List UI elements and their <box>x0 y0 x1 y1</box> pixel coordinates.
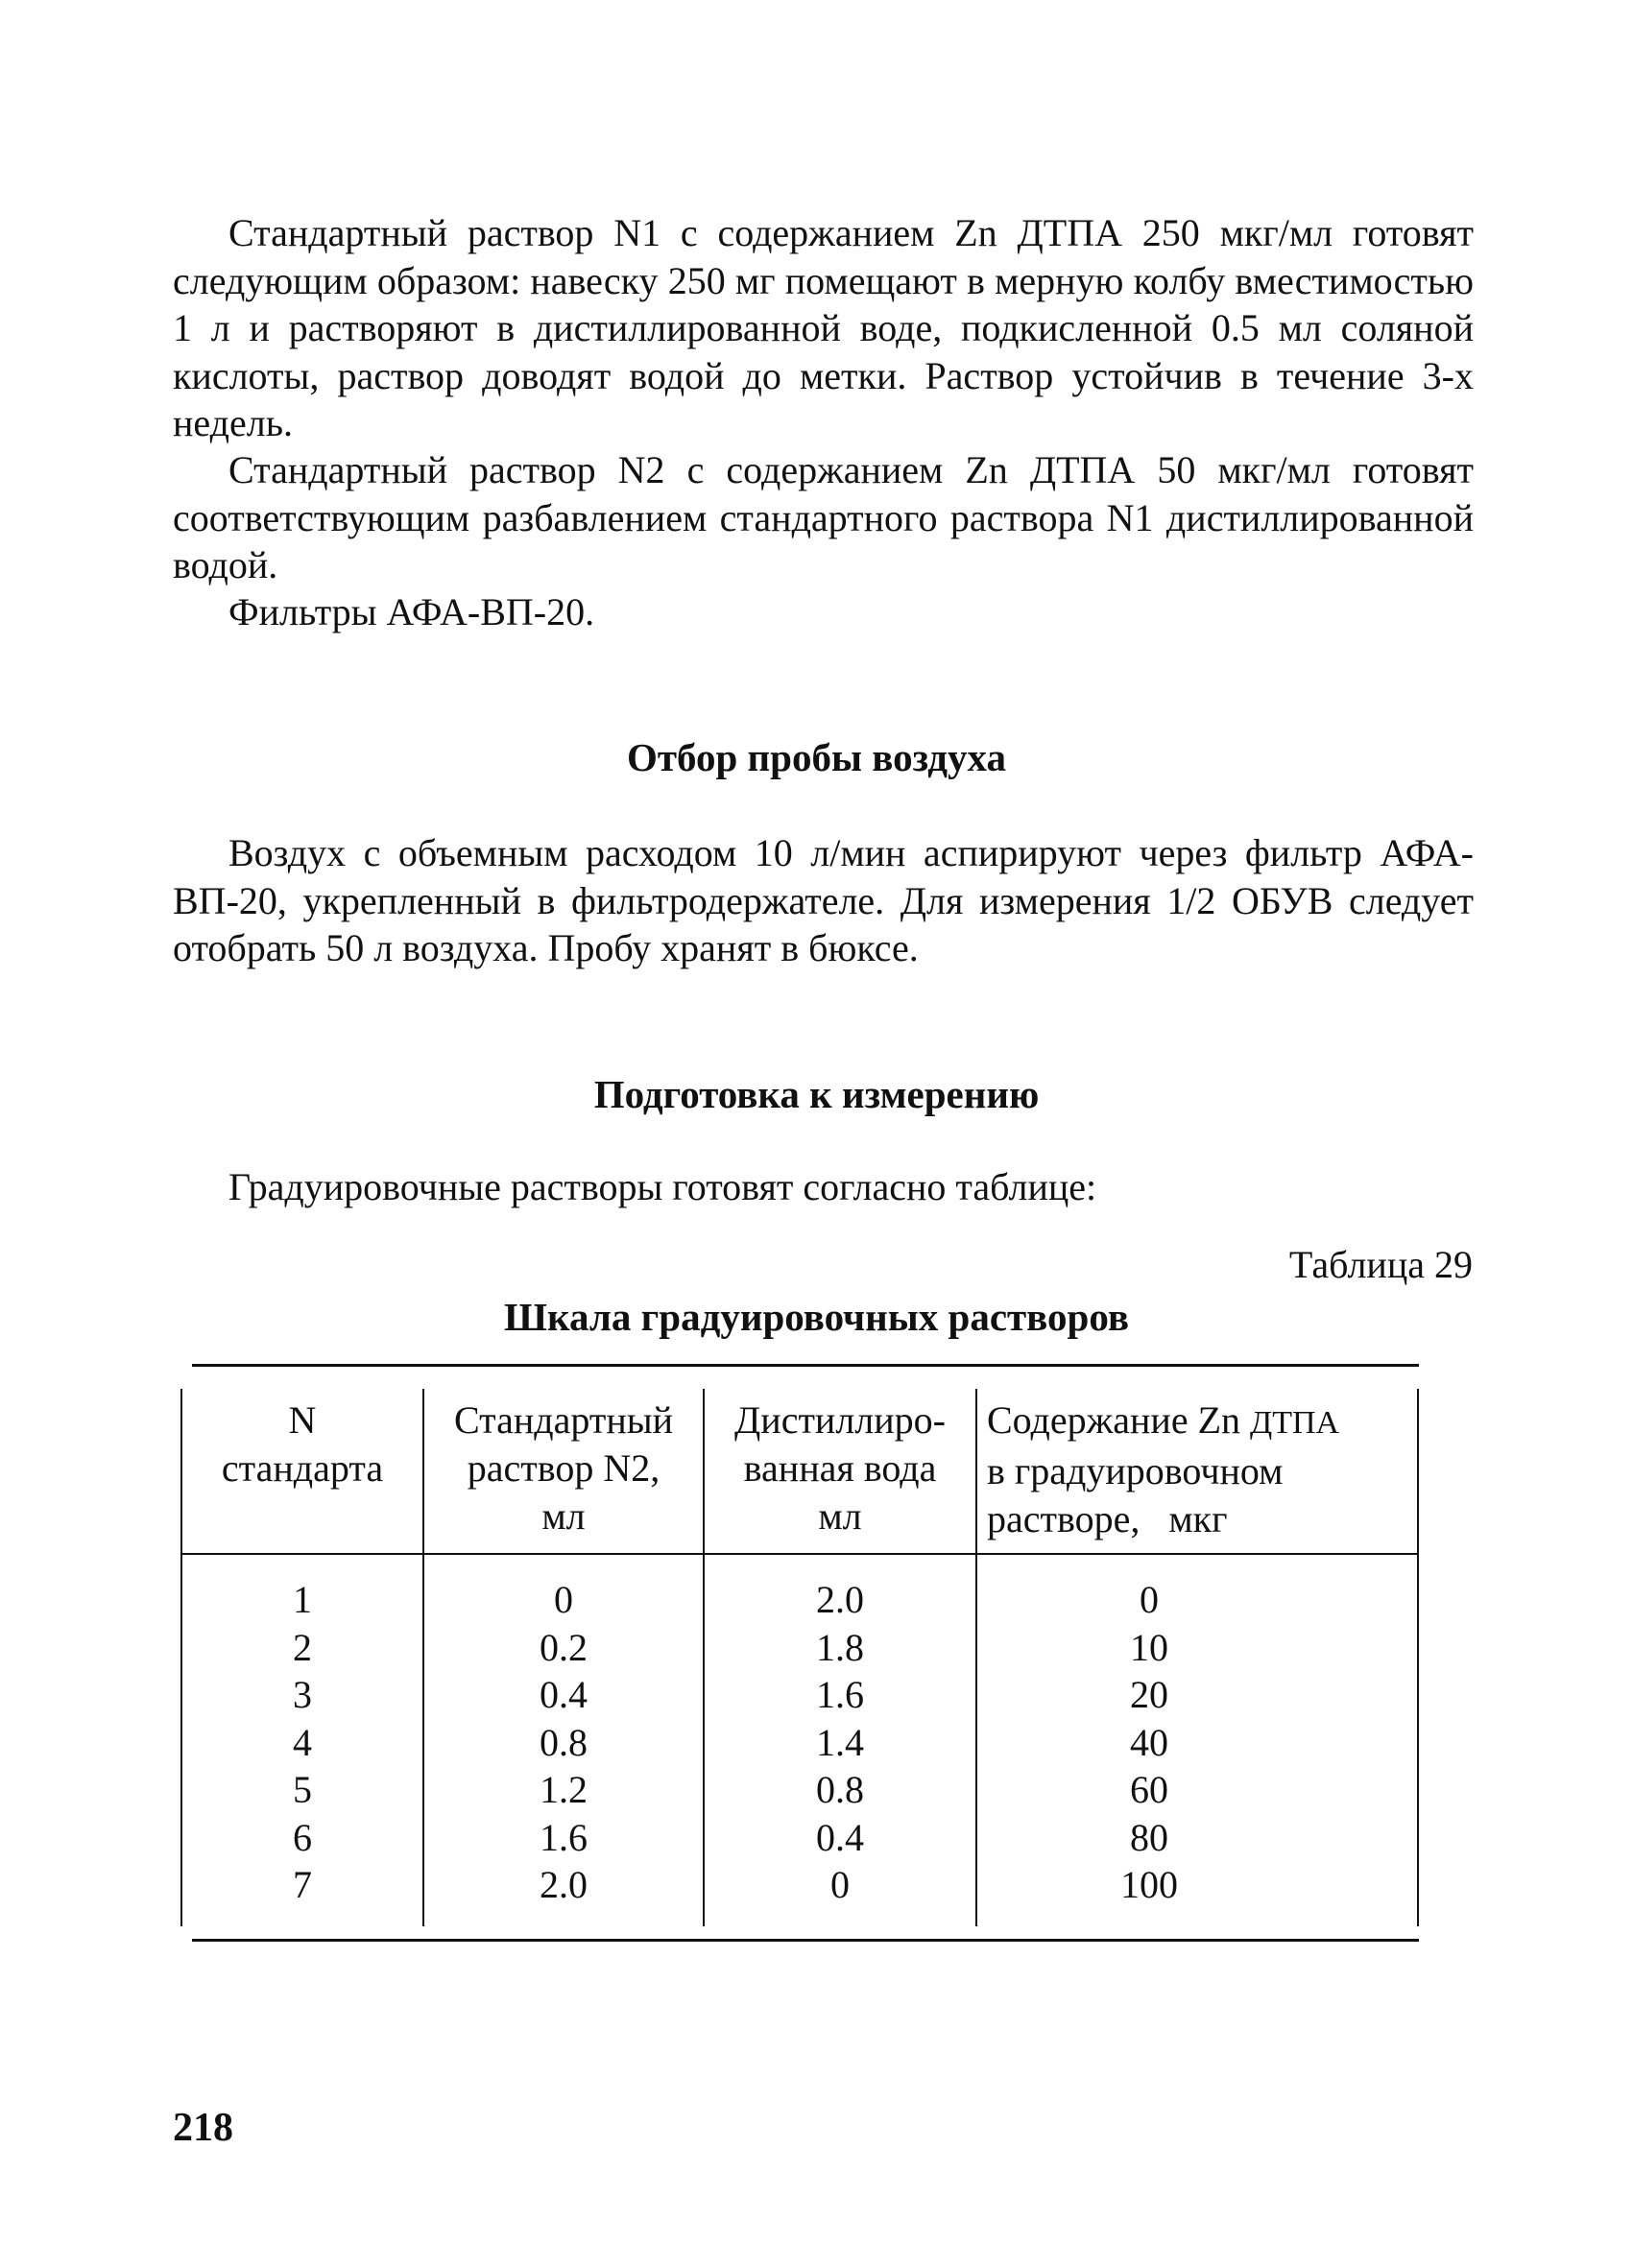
cell: 0.8 <box>423 1719 704 1767</box>
cell: 60 <box>976 1766 1418 1814</box>
cell: 1.2 <box>423 1766 704 1814</box>
cell: 1 <box>181 1554 423 1624</box>
header-line: Дистиллиро- <box>734 1398 946 1442</box>
table-row <box>181 1814 1418 1862</box>
cell: 3 <box>181 1671 423 1719</box>
paragraph-standard-solution-2 <box>173 446 1474 589</box>
cell: 0 <box>423 1554 704 1624</box>
cell: 100 <box>976 1861 1418 1926</box>
table-row <box>181 1624 1418 1672</box>
cell: 1.4 <box>704 1719 976 1767</box>
paragraph-text: Воздух с объемным расходом 10 л/мин аспирируют через фильтр АФА-ВП-20, укрепленный в фильтродержателе. Для измерения 1/2 ОБУВ следует отобрать 50 л воздуха. Пробу хранят в бюксе. <box>173 831 1474 969</box>
heading-measurement-prep: Подготовка к измерению <box>593 1072 1040 1116</box>
page-number: 218 <box>173 2106 233 2150</box>
paragraph-measurement-prep <box>173 1163 1474 1211</box>
paragraph-filters <box>173 588 1474 636</box>
table-title: Шкала градуировочных растворов <box>504 1295 1129 1339</box>
table-top-rule <box>192 1364 1419 1367</box>
cell: 0 <box>704 1861 976 1926</box>
header-line: мл <box>541 1494 586 1538</box>
header-distilled-water <box>704 1389 976 1554</box>
cell: 5 <box>181 1766 423 1814</box>
paragraph-text: Стандартный раствор N2 с содержанием Zn ДТПА 50 мкг/мл готовят соответствующим разбавлением стандартного раствора N1 дистиллированной водой. <box>173 448 1474 586</box>
table-bottom-rule <box>192 1939 1419 1942</box>
cell: 2 <box>181 1624 423 1672</box>
cell: 0.2 <box>423 1624 704 1672</box>
paragraph-text: Градуировочные растворы готовят согласно таблице: <box>228 1165 1097 1208</box>
paragraph-text: Стандартный раствор N1 с содержанием Zn ДТПА 250 мкг/мл готовят следующим образом: навеску 250 мг помещают в мерную колбу вместимостью 1 л и растворяют в дистиллированной воде, подкисленной 0.5 мл соляной кислоты, раствор доводят водой до метки. Раствор устойчив в течение 3-х недель. <box>173 211 1474 444</box>
heading-air-sampling: Отбор пробы воздуха <box>626 735 1007 779</box>
calibration-table <box>180 1389 1419 1926</box>
header-standard-solution <box>423 1389 704 1554</box>
header-standard-number <box>181 1389 423 1554</box>
cell: 20 <box>976 1671 1418 1719</box>
cell: 0.8 <box>704 1766 976 1814</box>
cell: 1.6 <box>704 1671 976 1719</box>
paragraph-text: Фильтры АФА-ВП-20. <box>228 590 595 633</box>
header-line: Стандартный <box>453 1398 674 1442</box>
table-header-row <box>181 1389 1418 1554</box>
table-row <box>181 1554 1418 1624</box>
header-line: раствор N2, <box>467 1446 660 1490</box>
cell: 0.4 <box>704 1814 976 1862</box>
cell: 80 <box>976 1814 1418 1862</box>
cell: 0 <box>976 1554 1418 1624</box>
cell: 1.8 <box>704 1624 976 1672</box>
paragraph-air-sampling <box>173 829 1474 972</box>
header-line: в градуировочном <box>987 1449 1284 1492</box>
cell: 7 <box>181 1861 423 1926</box>
table-number: Таблица 29 <box>1288 1243 1473 1286</box>
paragraph-standard-solution-1 <box>173 209 1474 447</box>
table-row <box>181 1671 1418 1719</box>
table-row <box>181 1766 1418 1814</box>
header-text: Содержание Zn <box>987 1398 1241 1442</box>
cell: 0.4 <box>423 1671 704 1719</box>
table-row <box>181 1719 1418 1767</box>
table-row <box>181 1861 1418 1926</box>
cell: 4 <box>181 1719 423 1767</box>
cell: 6 <box>181 1814 423 1862</box>
cell: 1.6 <box>423 1814 704 1862</box>
header-line <box>987 1397 1407 1447</box>
header-line: N <box>288 1398 317 1442</box>
header-line: стандарта <box>221 1446 384 1490</box>
header-line: ванная вода <box>743 1446 937 1490</box>
header-line: мл <box>818 1494 862 1538</box>
header-small-caps: ДТПА <box>1250 1405 1340 1441</box>
cell: 2.0 <box>704 1554 976 1624</box>
header-line: растворе, мкг <box>987 1497 1228 1540</box>
cell: 2.0 <box>423 1861 704 1926</box>
cell: 10 <box>976 1624 1418 1672</box>
header-zn-content <box>976 1389 1418 1554</box>
cell: 40 <box>976 1719 1418 1767</box>
